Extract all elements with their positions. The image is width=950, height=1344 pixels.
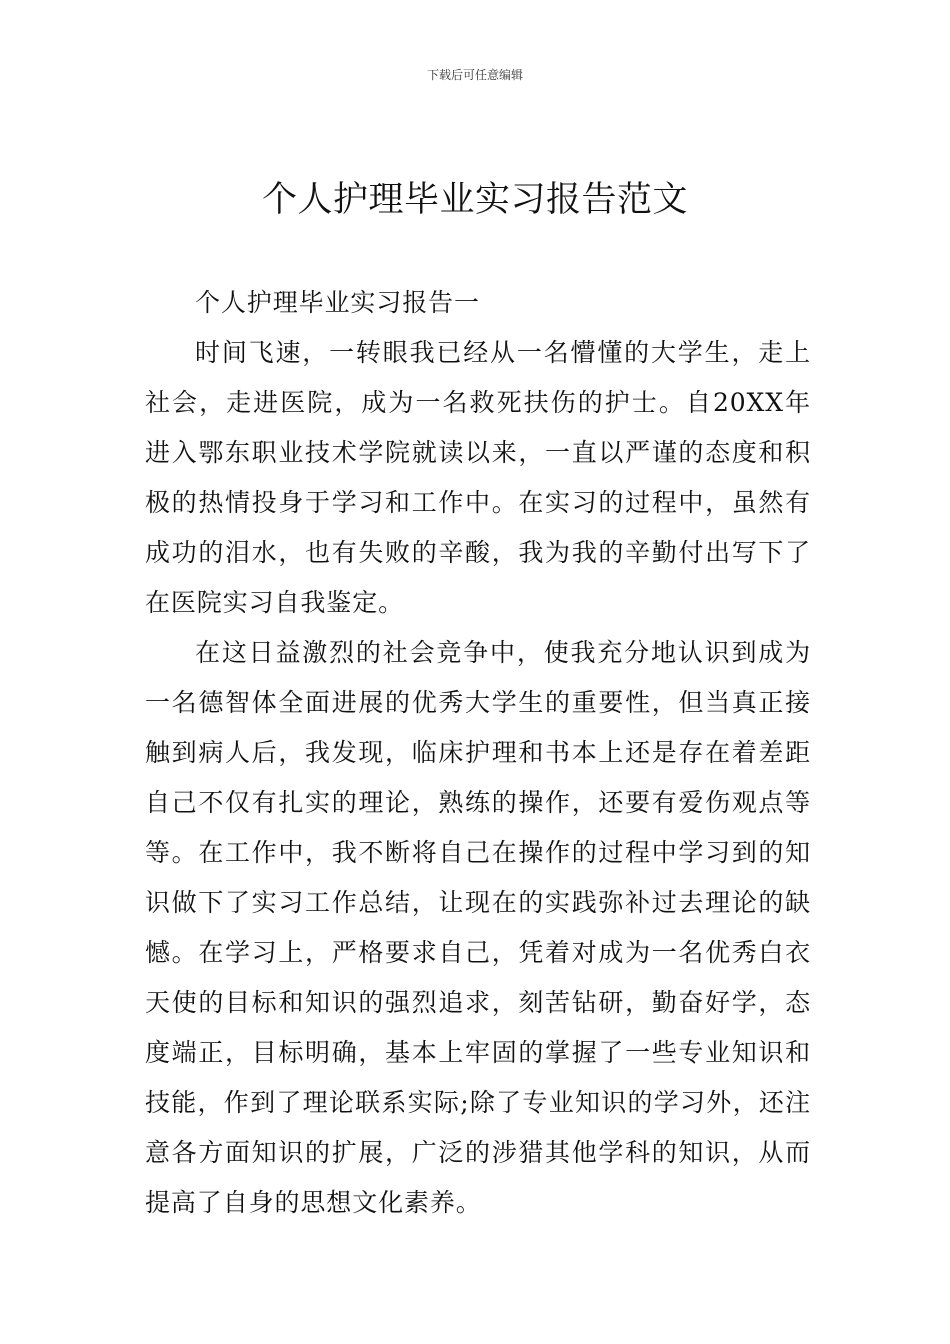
paragraph-2: 在这日益激烈的社会竞争中，使我充分地认识到成为一名德智体全面进展的优秀大学生的重要性，但当真正接触到病人后，我发现，临床护理和书本上还是存在着差距自己不仅有扎实的理论，熟练的操作，还要有爱伤观点等等。在工作中，我不断将自己在操作的过程中学习到的知识做下了实习工作总结，让现在的实践弥补过去理论的缺憾。在学习上，严格要求自己，凭着对成为一名优秀白衣天使的目标和知识的强烈追求，刻苦钻研，勤奋好学，态度端正，目标明确，基本上牢固的掌握了一些专业知识和技能，作到了理论联系实际;除了专业知识的学习外，还注意各方面知识的扩展，广泛的涉猎其他学科的知识，从而提高了自身的思想文化素养。 xyxy=(145,638,811,1217)
section-subheading: 个人护理毕业实习报告一 xyxy=(195,288,480,317)
paragraph-1: 时间飞速，一转眼我已经从一名懵懂的大学生，走上社会，走进医院，成为一名救死扶伤的护士。自20XX年进入鄂东职业技术学院就读以来，一直以严谨的态度和积极的热情投身于学习和工作中。在实习的过程中，虽然有成功的泪水，也有失败的辛酸，我为我的辛勤付出写下了在医院实习自我鉴定。 xyxy=(145,338,811,617)
document-title: 个人护理毕业实习报告范文 xyxy=(261,180,688,220)
document-body xyxy=(145,278,811,1228)
header-note: 下载后可任意编辑 xyxy=(426,68,523,82)
